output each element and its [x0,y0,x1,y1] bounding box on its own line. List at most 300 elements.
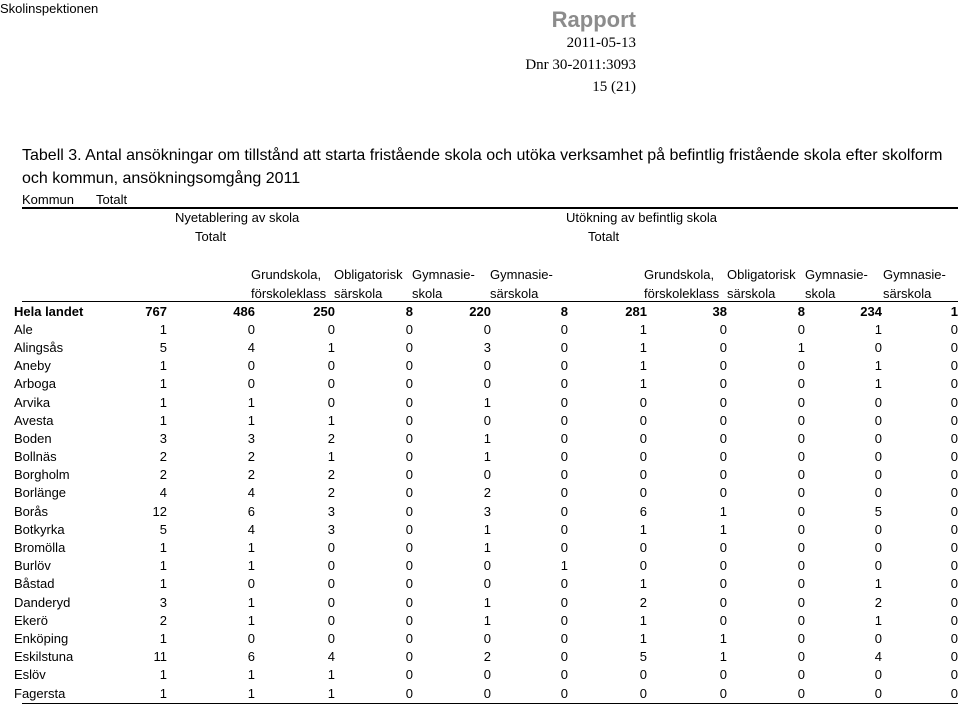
table-cell-value: 0 [950,430,958,446]
table-cell-value: 0 [950,521,958,537]
table-cell-value: 0 [560,576,568,592]
subcol-ext-grundskola [644,265,719,303]
table-cell-value: 0 [950,412,958,428]
table-cell-value: 0 [483,685,491,701]
table-cell-value: 0 [719,612,727,628]
table-cell-value: 0 [560,321,568,337]
table-cell-value: 4 [327,649,335,665]
table-cell-value: 0 [874,667,882,683]
table-cell-value: 0 [483,630,491,646]
subcol-line1: Gymnasie- [883,267,946,282]
table-cell-value: 0 [719,339,727,355]
table-cell-value: 0 [719,358,727,374]
table-cell-value: 0 [639,430,647,446]
table-cell-value: 3 [483,339,491,355]
table-cell-value: 0 [950,594,958,610]
table-cell-value: 0 [874,685,882,701]
table-cell-value: 0 [719,376,727,392]
table-cell-value: 1 [483,540,491,556]
table-cell-value: 0 [327,612,335,628]
table-cell-value: 1 [159,576,167,592]
group-header-new-total: Totalt [195,229,227,244]
table-cell-value: 0 [405,449,413,465]
subcol-line2: särskola [883,286,932,301]
table-cell-value: 1 [159,412,167,428]
table-cell-value: 0 [950,576,958,592]
table-cell-value: 0 [327,321,335,337]
table-cell-value: 3 [159,594,167,610]
table-cell-value: 0 [560,521,568,537]
table-cell-value: 1 [247,667,255,683]
table-cell-value: 0 [639,485,647,501]
table-bottom-rule [22,703,958,704]
table-row [14,393,958,411]
table-cell-value: 1 [719,649,727,665]
table-cell-value: 0 [719,667,727,683]
table-cell-value: 0 [560,503,568,519]
table-cell-value: 0 [405,412,413,428]
table-cell-value: 0 [950,394,958,410]
table-cell-value: 11 [153,649,167,665]
table-cell-value: 0 [405,576,413,592]
table-cell-value: 1 [247,558,255,574]
subcol-new-grundskola [251,265,326,303]
municipality-name: Borlänge [14,485,67,501]
table-cell-value: 0 [639,467,647,483]
table-cell-value: 0 [950,339,958,355]
col-totalt-header: Totalt [96,192,128,207]
table-cell-value: 0 [874,394,882,410]
table-cell-value: 0 [874,485,882,501]
table-cell-value: 0 [719,412,727,428]
subcol-line2: särskola [490,286,539,301]
subcol-new-gymnasieskola [412,265,475,303]
table-cell-value: 2 [483,649,491,665]
table-cell-value: 0 [797,412,805,428]
table-cell-value: 1 [327,449,335,465]
table-cell-value: 0 [405,612,413,628]
municipality-name: Alingsås [14,339,64,355]
table-cell-value: 0 [797,394,805,410]
table-cell-value: 2 [327,467,335,483]
municipality-name: Borås [14,503,48,519]
table-cell-value: 0 [950,649,958,665]
table-cell-value: 486 [233,303,255,319]
table-cell-value: 1 [483,449,491,465]
table-cell-value: 0 [719,594,727,610]
table-row [14,666,958,684]
table-cell-value: 1 [159,685,167,701]
subcol-ext-obligatorisk-sarskola [727,265,796,303]
table-row [14,429,958,447]
municipality-name: Bollnäs [14,449,57,465]
table-cell-value: 1 [874,576,882,592]
table-cell-value: 0 [560,376,568,392]
table-cell-value: 0 [247,576,255,592]
subcol-line1: Gymnasie- [412,267,475,282]
table-cell-value: 0 [327,376,335,392]
table-cell-value: 1 [159,540,167,556]
table-cell-value: 0 [327,576,335,592]
table-cell-value: 0 [483,376,491,392]
table-row [14,648,958,666]
table-cell-value: 1 [797,339,805,355]
table-cell-value: 0 [797,521,805,537]
table-cell-value: 0 [874,449,882,465]
subcol-ext-gymnasieskola [805,265,868,303]
table-cell-value: 1 [483,521,491,537]
table-cell-value: 1 [639,521,647,537]
municipality-name: Avesta [14,412,54,428]
table-cell-value: 0 [797,430,805,446]
group-header-extension: Utökning av befintlig skola [566,210,718,225]
table-cell-value: 0 [950,449,958,465]
table-cell-value: 281 [625,303,647,319]
table-cell-value: 1 [327,412,335,428]
table-cell-value: 0 [560,667,568,683]
table-cell-value: 0 [405,467,413,483]
table-cell-value: 0 [405,485,413,501]
subcol-new-gymnasiesarskola [490,265,553,303]
table-row [14,484,958,502]
table-cell-value: 1 [639,612,647,628]
table-cell-value: 0 [950,503,958,519]
table-cell-value: 0 [247,376,255,392]
table-top-rule [22,207,958,209]
table-cell-value: 3 [159,430,167,446]
table-cell-value: 5 [159,521,167,537]
table-cell-value: 0 [405,503,413,519]
table-row [14,538,958,556]
table-cell-value: 0 [797,667,805,683]
report-header [0,8,636,98]
table-cell-value: 0 [405,594,413,610]
municipality-name: Boden [14,430,52,446]
table-cell-value: 0 [405,685,413,701]
table-cell-value: 0 [560,358,568,374]
col-kommun-header: Kommun [22,192,75,207]
table-row [14,575,958,593]
table-cell-value: 1 [327,667,335,683]
table-body [14,302,958,702]
table-cell-value: 2 [327,430,335,446]
subcol-line2: skola [805,286,836,301]
table-cell-value: 12 [152,503,167,519]
table-cell-value: 1 [639,339,647,355]
group-header-extension-total: Totalt [588,229,620,244]
subcol-line2: särskola [334,286,383,301]
subcol-new-obligatorisk-sarskola [334,265,403,303]
municipality-name: Botkyrka [14,521,65,537]
table-cell-value: 4 [247,485,255,501]
table-cell-value: 0 [797,612,805,628]
table-cell-value: 0 [874,521,882,537]
table-cell-value: 0 [874,430,882,446]
table-cell-value: 1 [874,376,882,392]
table-cell-value: 1 [483,594,491,610]
table-cell-value: 1 [159,394,167,410]
table-cell-value: 0 [950,667,958,683]
table-cell-value: 5 [159,339,167,355]
table-cell-value: 0 [560,540,568,556]
municipality-name: Ekerö [14,612,48,628]
subcol-line1: Grundskola, [644,267,715,282]
municipality-name: Eslöv [14,667,46,683]
table-cell-value: 2 [247,467,255,483]
municipality-name: Enköping [14,630,69,646]
municipality-name: Hela landet [14,303,84,319]
table-row [14,320,958,338]
table-cell-value: 0 [950,612,958,628]
table-cell-value: 0 [950,630,958,646]
table-row [14,502,958,520]
table-cell-value: 0 [483,667,491,683]
table-cell-value: 0 [797,376,805,392]
table-cell-value: 0 [405,630,413,646]
subcol-ext-gymnasiesarskola [883,265,946,303]
table-cell-value: 0 [719,467,727,483]
table-row [14,593,958,611]
subcol-line2: förskoleklass [644,286,720,301]
table-cell-value: 0 [874,558,882,574]
table-cell-value: 0 [405,558,413,574]
table-cell-value: 3 [483,503,491,519]
report-date: 2011-05-13 [566,35,636,51]
table-cell-value: 0 [483,576,491,592]
table-row [14,411,958,429]
table-cell-value: 0 [560,485,568,501]
table-cell-value: 0 [405,394,413,410]
table-cell-value: 38 [712,303,727,319]
table-cell-value: 0 [560,630,568,646]
table-row [14,520,958,538]
table-cell-value: 0 [405,540,413,556]
table-cell-value: 1 [327,339,335,355]
table-cell-value: 0 [560,612,568,628]
subcol-line1: Grundskola, [251,267,322,282]
table-cell-value: 1 [874,612,882,628]
table-cell-value: 4 [159,485,167,501]
municipality-name: Danderyd [14,594,71,610]
table-cell-value: 0 [797,503,805,519]
table-cell-value: 0 [719,321,727,337]
municipality-name: Arboga [14,376,56,392]
table-cell-value: 0 [483,558,491,574]
table-cell-value: 0 [483,467,491,483]
table-cell-value: 1 [483,430,491,446]
table-cell-value: 0 [560,449,568,465]
diary-number: Dnr 30-2011:3093 [525,57,636,73]
table-cell-value: 0 [639,540,647,556]
table-cell-value: 1 [159,558,167,574]
table-cell-value: 250 [313,303,335,319]
table-cell-value: 0 [405,521,413,537]
table-cell-value: 0 [797,321,805,337]
table-cell-value: 0 [797,630,805,646]
table-row-total [14,302,958,320]
table-cell-value: 0 [327,594,335,610]
table-cell-value: 2 [874,594,882,610]
table-cell-value: 6 [639,503,647,519]
table-cell-value: 0 [797,358,805,374]
table-cell-value: 1 [483,394,491,410]
organization-name: Skolinspektionen [0,1,99,16]
table-cell-value: 0 [560,339,568,355]
municipality-name: Borgholm [14,467,70,483]
table-cell-value: 0 [797,449,805,465]
subcol-line1: Obligatorisk [334,267,403,282]
table-cell-value: 3 [327,521,335,537]
table-cell-value: 3 [247,430,255,446]
table-cell-value: 0 [797,558,805,574]
table-cell-value: 1 [874,321,882,337]
table-cell-value: 0 [950,358,958,374]
table-cell-value: 1 [950,303,958,319]
municipality-name: Burlöv [14,558,51,574]
table-cell-value: 0 [560,467,568,483]
municipality-name: Arvika [14,394,51,410]
table-cell-value: 0 [719,558,727,574]
table-cell-value: 5 [639,649,647,665]
table-caption: Tabell 3. Antal ansökningar om tillstånd att starta fristående skola och utöka verksamhet på befintlig fristående skola efter skolform och kommun, ansökningsomgång 2011 [22,147,943,187]
table-cell-value: 1 [247,394,255,410]
table-cell-value: 1 [560,558,568,574]
table-cell-value: 0 [405,430,413,446]
table-cell-value: 0 [874,630,882,646]
table-cell-value: 0 [874,467,882,483]
table-cell-value: 0 [247,358,255,374]
table-cell-value: 1 [874,358,882,374]
table-row [14,611,958,629]
table-cell-value: 1 [639,321,647,337]
table-cell-value: 0 [327,540,335,556]
table-cell-value: 1 [327,685,335,701]
table-cell-value: 0 [327,358,335,374]
table-cell-value: 0 [950,540,958,556]
subcol-line1: Obligatorisk [727,267,796,282]
table-row [14,375,958,393]
table-cell-value: 0 [483,321,491,337]
table-cell-value: 0 [560,412,568,428]
group-header-new: Nyetablering av skola [175,210,300,225]
table-cell-value: 0 [560,649,568,665]
table-cell-value: 1 [639,630,647,646]
table-cell-value: 1 [159,376,167,392]
municipality-name: Båstad [14,576,55,592]
table-cell-value: 2 [483,485,491,501]
subcol-line1: Gymnasie- [805,267,868,282]
table-cell-value: 0 [560,594,568,610]
table-cell-value: 0 [874,339,882,355]
subcol-line2: skola [412,286,443,301]
table-cell-value: 0 [405,667,413,683]
table-cell-value: 1 [159,667,167,683]
table-cell-value: 0 [950,558,958,574]
table-cell-value: 8 [560,303,568,319]
table-cell-value: 0 [797,485,805,501]
table-cell-value: 0 [639,685,647,701]
table-cell-value: 4 [874,649,882,665]
table-cell-value: 0 [719,540,727,556]
table-cell-value: 0 [639,667,647,683]
table-cell-value: 2 [639,594,647,610]
table-row [14,448,958,466]
municipality-name: Aneby [14,358,51,374]
table-cell-value: 0 [719,485,727,501]
municipality-name: Bromölla [14,540,66,556]
table-row [14,466,958,484]
table-cell-value: 8 [405,303,413,319]
table-cell-value: 5 [874,503,882,519]
table-row [14,684,958,702]
table-cell-value: 0 [405,321,413,337]
table-cell-value: 1 [483,612,491,628]
table-cell-value: 0 [327,394,335,410]
applications-table [14,302,958,702]
table-row [14,557,958,575]
table-cell-value: 0 [950,685,958,701]
table-cell-value: 0 [719,394,727,410]
subcol-line2: särskola [727,286,776,301]
table-cell-value: 0 [560,394,568,410]
table-cell-value: 0 [874,540,882,556]
table-cell-value: 0 [719,685,727,701]
table-cell-value: 0 [247,630,255,646]
table-cell-value: 0 [719,449,727,465]
table-cell-value: 1 [719,521,727,537]
table-cell-value: 1 [247,540,255,556]
table-cell-value: 8 [797,303,805,319]
table-cell-value: 0 [639,449,647,465]
table-cell-value: 1 [247,612,255,628]
table-cell-value: 2 [159,467,167,483]
page-number: 15 (21) [592,79,636,95]
table-cell-value: 1 [639,576,647,592]
table-cell-value: 1 [247,685,255,701]
table-cell-value: 220 [469,303,491,319]
table-cell-value: 0 [950,321,958,337]
report-title: Rapport [551,7,636,32]
table-cell-value: 0 [639,394,647,410]
table-cell-value: 1 [719,630,727,646]
table-row [14,338,958,356]
table-cell-value: 3 [327,503,335,519]
municipality-name: Eskilstuna [14,649,74,665]
municipality-name: Ale [14,321,33,337]
table-cell-value: 2 [159,449,167,465]
table-cell-value: 2 [327,485,335,501]
table-cell-value: 0 [327,558,335,574]
table-cell-value: 0 [797,649,805,665]
table-cell-value: 6 [247,649,255,665]
table-cell-value: 0 [405,358,413,374]
table-cell-value: 0 [405,339,413,355]
table-cell-value: 6 [247,503,255,519]
table-cell-value: 0 [719,576,727,592]
table-cell-value: 0 [247,321,255,337]
table-cell-value: 0 [797,467,805,483]
table-cell-value: 0 [560,430,568,446]
table-cell-value: 1 [639,358,647,374]
table-cell-value: 1 [159,630,167,646]
municipality-name: Fagersta [14,685,66,701]
table-cell-value: 1 [247,594,255,610]
table-cell-value: 0 [797,685,805,701]
table-cell-value: 0 [950,467,958,483]
table-cell-value: 0 [797,594,805,610]
table-cell-value: 0 [483,358,491,374]
subcol-line1: Gymnasie- [490,267,553,282]
